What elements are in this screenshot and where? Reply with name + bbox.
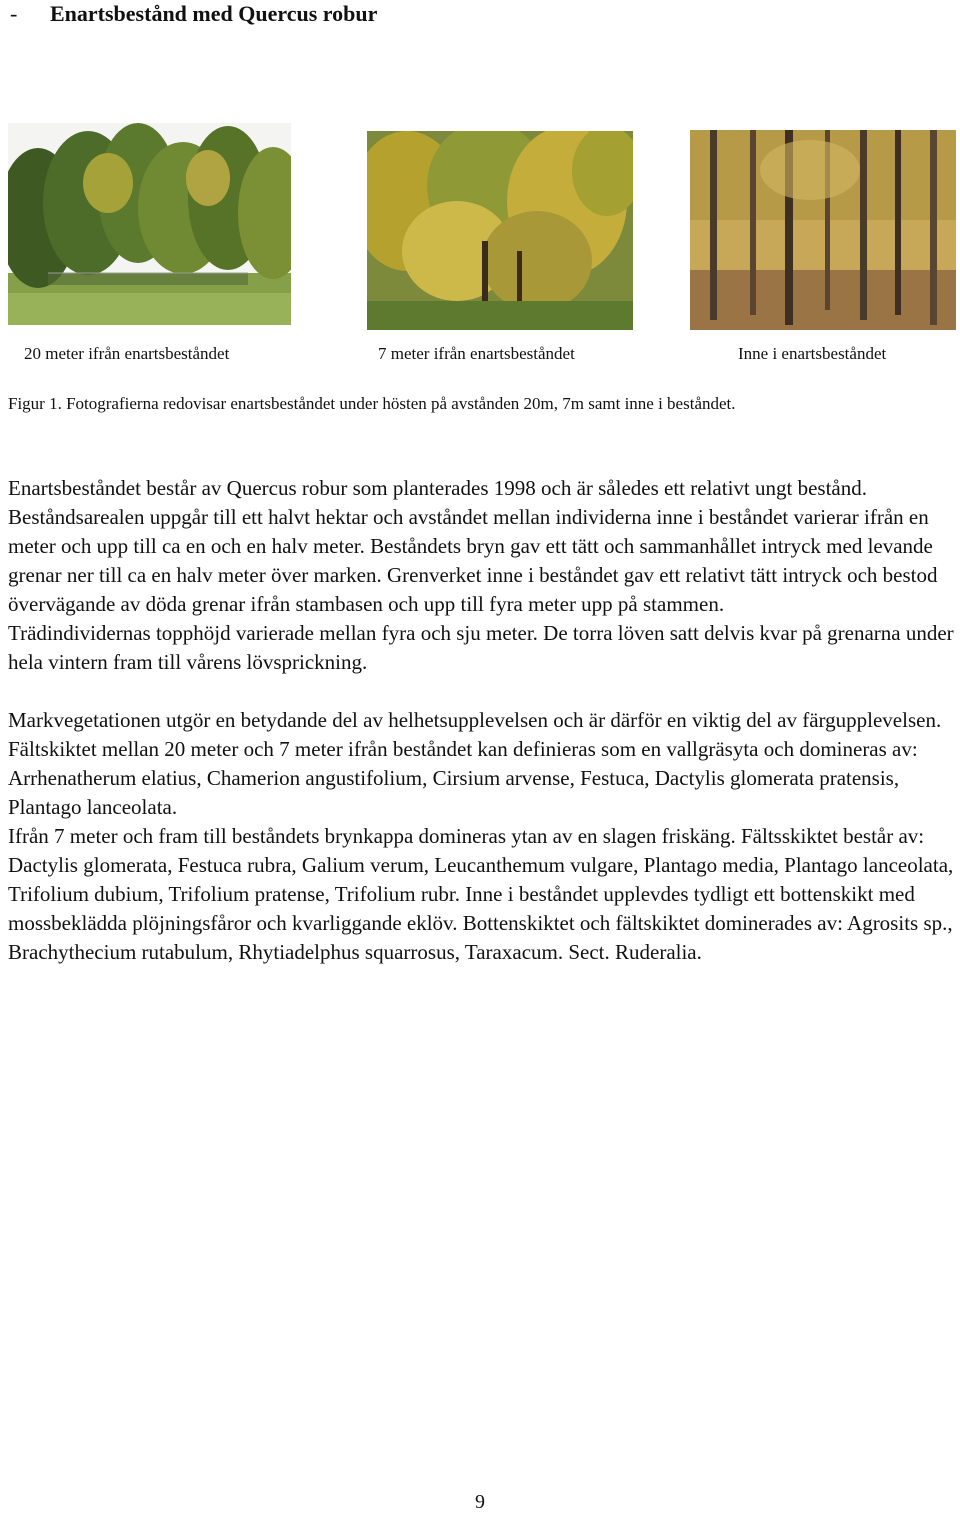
- figure-caption: Figur 1. Fotografierna redovisar enartsbeståndet under hösten på avstånden 20m, 7m samt inne i beståndet.: [8, 394, 736, 413]
- photo-caption-20m: 20 meter ifrån enartsbeståndet: [24, 344, 230, 363]
- page-number: 9: [475, 1491, 485, 1513]
- paragraph-field-layer: Fältskiktet mellan 20 meter och 7 meter ifrån beståndet kan definieras som en vallgräsyta och domineras av: Arrhenatherum elatius, Chamerion angustifolium, Cirsium arvense, Festuca, Dactylis glomerata pratensis, Plantago lanceolata.: [8, 737, 918, 819]
- photo-20m: [8, 123, 291, 325]
- photo-caption-7m: 7 meter ifrån enartsbeståndet: [378, 344, 575, 363]
- paragraph-stand-description: Enartsbeståndet består av Quercus robur som planterades 1998 och är således ett relativt ungt bestånd. Beståndsarealen uppgår till ett halvt hektar och avståndet mellan individerna inne i beståndet varierar ifrån en meter och upp till ca en och en halv meter. Beståndets bryn gav ett tätt och sammanhållet intryck med levande grenar ner till ca en halv meter över marken. Grenverket inne i beståndet gav ett relativt tätt intryck och bestod övervägande av döda grenar ifrån stambasen och upp till fyra meter upp på stammen.: [8, 476, 938, 616]
- paragraph-meadow: Ifrån 7 meter och fram till beståndets brynkappa domineras ytan av en slagen friskäng. Fältsskiktet består av: Dactylis glomerata, Festuca rubra, Galium verum, Leucanthemum vulgare, Plantago media, Plantago lanceolata, Trifolium dubium, Trifolium pratense, Trifolium rubr. Inne i beståndet upplevdes tydligt ett bottenskikt med mossbeklädda plöjningsfåror och kvarliggande eklöv. Bottenskiktet och fältskiktet dominerades av: Agrosits sp., Brachythecium rutabulum, Rhytiadelphus squarrosus, Taraxacum. Sect. Ruderalia.: [8, 824, 954, 964]
- paragraph-tree-height: Trädindividernas topphöjd varierade mellan fyra och sju meter. De torra löven satt delvis kvar på grenarna under hela vintern fram till vårens lövsprickning.: [8, 621, 954, 674]
- heading-title: Enartsbestånd med Quercus robur: [50, 1, 378, 26]
- photo-caption-inside: Inne i enartsbeståndet: [738, 344, 887, 363]
- photo-7m: [367, 131, 633, 330]
- body-text: [8, 474, 958, 967]
- paragraph-ground-vegetation: Markvegetationen utgör en betydande del av helhetsupplevelsen och är därför en viktig del av färgupplevelsen.: [8, 708, 942, 732]
- section-heading: [10, 0, 377, 28]
- heading-dash: -: [10, 1, 18, 26]
- photo-inside: [690, 130, 956, 330]
